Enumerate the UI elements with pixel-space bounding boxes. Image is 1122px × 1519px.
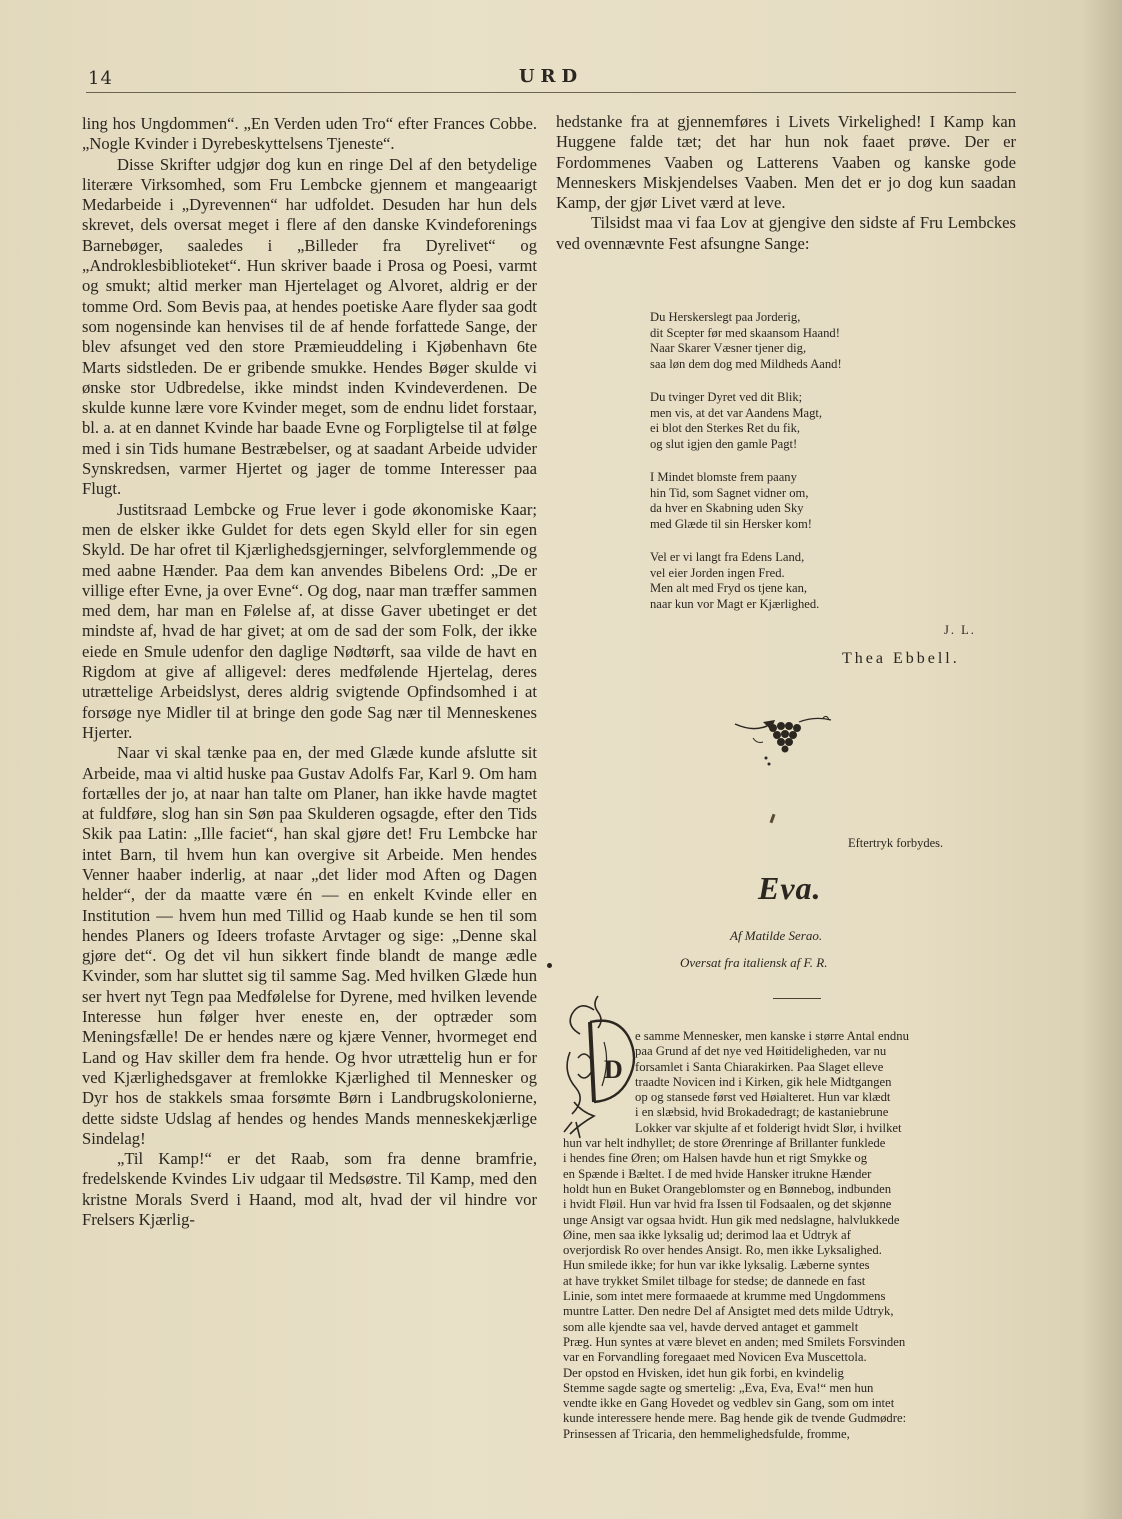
divider-rule <box>773 998 821 999</box>
poem-stanza <box>650 390 970 452</box>
left-column <box>82 114 537 1230</box>
story-line: en Spænde i Bæltet. I de med hvide Hansker itrukne Hænder <box>563 1166 872 1181</box>
story-line: paa Grund af det nye ved Høitideligheden, var nu <box>635 1044 887 1059</box>
poem-line: I Mindet blomste frem paany <box>650 470 797 484</box>
drop-cap-letter: D <box>604 1055 623 1084</box>
journal-title: URD <box>518 66 584 87</box>
right-column-text <box>556 112 1016 254</box>
story-line: traadte Novicen ind i Kirken, gik hele Midtgangen <box>635 1074 892 1089</box>
poem-line: Vel er vi langt fra Edens Land, <box>650 550 805 564</box>
paragraph: Tilsidst maa vi faa Lov at gjengive den sidste af Fru Lembckes ved ovennævnte Fest afsungne Sange: <box>556 213 1016 253</box>
story-line: e samme Mennesker, men kanske i større Antal endnu <box>635 1029 909 1043</box>
story-line: unge Ansigt var ogsaa hvidt. Hun gik med nedslagne, halvlukkede <box>563 1212 900 1227</box>
paragraph: Justitsraad Lembcke og Frue lever i gode økonomiske Kaar; men de elsker ikke Guldet for dets egen Skyld eller for sin egen Skyld. De har ofret til Kjærlighedsgjerninger, selvforglemmende og med aabne Hænder. Paa dem kan anvendes Bibelens Ord: „De er villige efter Evne, ja over Evne“. Og dog, naar man træffer sammen med dem, har man en Følelse af, at disse Gaver ubetinget er det mindste af, hvad de har givet; at om de sad der som Folk, der ikke eiede en Smule udenfor den daglige Nødtørft, saa vilde de havt en Rigdom at give af alligevel: deres medfølende Hjertelag, deres utrættelige Arbeidslyst, deres aldrig svigtende Opfindsomhed i at forsøge nye Midler til at bringe den gode Sag nær til Menneskenes Hjerter. <box>82 499 537 742</box>
story-translator: Oversat fra italiensk af F. R. <box>680 955 828 970</box>
poem-stanza <box>650 550 970 612</box>
story-line: forsamlet i Santa Chiarakirken. Paa Slaget elleve <box>635 1059 884 1074</box>
poem-line: Men alt med Fryd os tjene kan, <box>650 581 808 595</box>
story-line: at have trykket Smilet tilbage for stedse; de dannede en fast <box>563 1273 866 1288</box>
paragraph: ling hos Ungdommen“. „En Verden uden Tro“ efter Frances Cobbe. „Nogle Kvinder i Dyrebeskyttelsens Tjeneste“. <box>82 114 537 154</box>
running-header <box>86 62 1016 93</box>
story-line: Lokker var skjulte af et folderigt hvidt Slør, i hvilket <box>635 1120 902 1135</box>
poem-line: hin Tid, som Sagnet vidner om, <box>650 485 809 500</box>
story-line: op og stansede først ved Høialteret. Hun var klædt <box>635 1090 891 1105</box>
story-line: muntre Latter. Den nedre Del af Ansigtet med dets milde Udtryk, <box>563 1304 894 1319</box>
story-line: hun var helt indhyllet; de store Ørenringe af Brillanter funklede <box>563 1136 886 1151</box>
story-line: holdt hun en Buket Orangeblomster og en Bønnebog, indbunden <box>563 1181 892 1196</box>
poem-stanza <box>650 310 970 372</box>
page-edge-shadow <box>1082 0 1122 1519</box>
poem-line: med Glæde til sin Hersker kom! <box>650 516 812 531</box>
poem-line: saa løn dem dog med Mildheds Aand! <box>650 356 842 371</box>
reprint-notice: Eftertryk forbydes. <box>848 836 944 850</box>
poem-line: Du tvinger Dyret ved dit Blik; <box>650 390 803 404</box>
story-byline: Af Matilde Serao. <box>730 928 823 943</box>
story-line: kunde interessere hende mere. Bag hende gik de tvende Gudmødre: <box>563 1411 907 1426</box>
paragraph: hedstanke fra at gjennemføres i Livets Virkelighed! I Kamp kan Huggene falde tæt; det har hun nok faaet prøve. Der er Fordommenes Vaaben og Latterens Vaaben og kanske gode Menneskers Miskjendelses Vaaben. Men det er jo dog kun saadan Kamp, der gjør Livet værd at leve. <box>556 112 1016 213</box>
right-column <box>556 112 1016 254</box>
story-line: Præg. Hun syntes at være blevet en anden; med Smilets Forsvinden <box>563 1334 906 1349</box>
story-line: Stemme sagde sagte og smertelig: „Eva, Eva, Eva!“ men hun <box>563 1380 874 1395</box>
story-line: Linie, som intet mere formaaede at krumme med Ungdommens <box>563 1289 886 1304</box>
poem-initials: J. L. <box>944 623 976 637</box>
paragraph: Disse Skrifter udgjør dog kun en ringe Del af den betydelige literære Virksomhed, som Fru Lembcke gjennem et mangeaarigt Medarbeide i „Dyrevennen“ har udfoldet. Desuden har hun dels skrevet, dels oversat meget i flere af den danske Kvindeforenings Barnebøger, saaledes i „Billeder fra Dyrelivet“ og „Androklesbiblioteket“. Hun skriver baade i Prosa og Poesi, varmt og smukt; altid merker man Hjertelaget og Alvoret, aldrig er der tomme Ord. Som Bevis paa, at hendes poetiske Aare flyder saa godt som nogensinde kan henvises til de af hende forfattede Sange, der blev afsunget ved den store Præmieuddeling i Kjøbenhavn 6te Marts sidstleden. De er gribende smukke. Hendes Bøger skulde vi ønske stor Udbredelse, ikke mindst inden Kvindeverdenen. De skulde kunne lære vore Kvinder meget, som de endnu lidet forstaar, bl. a. at en dannet Kvinde har baade Evne og Forpligtelse til at følge med i sin Tids humane Bestræbelser, og at saadant Arbeide udvider Synskredsen, varmer Hjertet og jager de tomme Interesser paa Flugt. <box>82 154 537 499</box>
poem-line: naar kun vor Magt er Kjærlighed. <box>650 596 820 611</box>
story-line: i hvidt Fløil. Hun var hvid fra Issen til Fodsaalen, og det skjønne <box>563 1197 892 1212</box>
poem-line: dit Scepter før med skaansom Haand! <box>650 325 840 340</box>
story-line: i en slæbsid, hvid Brokadedragt; de kastaniebrune <box>635 1105 889 1120</box>
story-line: som alle kjendte saa vel, havde derved antaget et gammelt <box>563 1319 859 1334</box>
poem-line: vel eier Jorden ingen Fred. <box>650 565 785 580</box>
poem <box>650 310 970 630</box>
page-number: 14 <box>88 68 113 89</box>
poem-line: og slut igjen den gamle Pagt! <box>650 436 798 451</box>
poem-line: Du Herskerslegt paa Jorderig, <box>650 310 801 324</box>
poem-line: ei blot den Sterkes Ret du fik, <box>650 421 801 435</box>
paragraph: „Til Kamp!“ er det Raab, som fra denne bramfrie, fredelskende Kvindes Liv udgaar til Medsøstre. Til Kamp, med den kristne Morals Sverd i Haand, mod alt, hvad der vil hindre vor Frelsers Kjærlig- <box>82 1149 537 1230</box>
poem-line: Naar Skarer Væsner tjener dig, <box>650 341 807 355</box>
article-author: Thea Ebbell. <box>842 650 960 667</box>
grape-vignette-icon <box>733 712 833 772</box>
story-line: Hun smilede ikke; for hun var ikke lyksalig. Læberne syntes <box>563 1258 870 1273</box>
poem-line: da hver en Skabning uden Sky <box>650 501 804 515</box>
story-line: var en Forvandling foregaaet med Novicen Eva Muscettola. <box>563 1350 867 1365</box>
poem-line: men vis, at det var Aandens Magt, <box>650 405 823 420</box>
story-text <box>563 1029 1018 1442</box>
story-title: Eva. <box>758 870 822 906</box>
story-line: overjordisk Ro over hendes Ansigt. Ro, men ikke Lyksalighed. <box>563 1243 882 1258</box>
story-line: Der opstod en Hvisken, idet hun gik forbi, en kvindelig <box>563 1365 844 1380</box>
poem-stanza <box>650 470 970 532</box>
paragraph: Naar vi skal tænke paa en, der med Glæde kunde afslutte sit Arbeide, maa vi altid huske paa Gustav Adolfs Far, Karl 9. Om ham fortælles der jo, at naar han talte om Planer, han ikke havde magtet at fuldføre, slog han sin Søn paa Skulderen ogsagde, efter den Tids Skik paa Latin: „Ille faciet“, han skal gjøre det! Fru Lembcke har intet Barn, til hvem hun kan overgive sit Arbeide. Men hendes Venner haaber inderlig, at naar „det lider mod Aften og Dagen helder“, der da maatte være én — en enkelt Kvinde eller en Institution — hvem hun med Tillid og Haab kunde se hen til som hendes Planers og Ideers trofaste Arvtager og sige: „Denne skal gjøre det“. Og det vil hun sikkert finde blandt de mange ædle Kvinder, som har sluttet sig til samme Sag. Med hvilken Glæde hun ser hvert nyt Tegn paa Medfølelse for Dyrene, med hvilken levende Interesse hun følger hver eneste en, der optræder som Meningsfælle! De er hendes nære og kjære Venner, hvormeget end Land og Hav skiller dem fra hende. Og hvor utrættelig hun er for ved Kjærlighedsgaver at fremlokke Kjærlighed til Mennesker og Dyr hos de stakkels smaa forsømte Børn i Landbrugskolonierne, dette sidste Udslag af hendes og hendes Mands menneskekjærlige Sindelag! <box>82 743 537 1148</box>
story-line: vendte ikke en Gang Hovedet og vedblev sin Gang, som om intet <box>563 1396 895 1411</box>
story-line: Øine, men saa ikke lyksalig ud; derimod laa et Udtryk af <box>563 1227 851 1242</box>
story-line: i hendes fine Øren; om Halsen havde hun et rigt Smykke og <box>563 1151 868 1166</box>
ink-dot <box>547 963 552 968</box>
story-line: Prinsessen af Tricaria, den hemmelighedsfulde, fromme, <box>563 1426 850 1441</box>
